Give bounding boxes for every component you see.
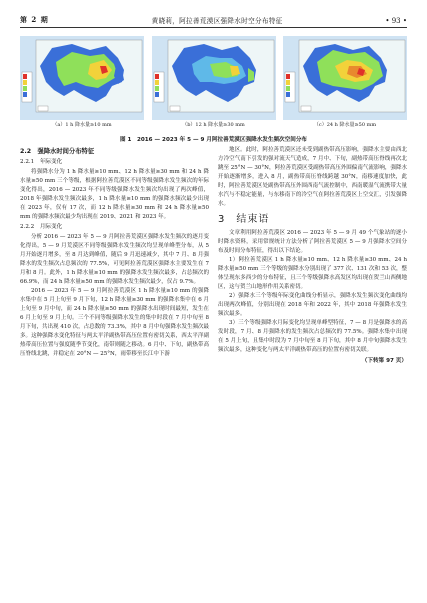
paragraph: 文章利用阿拉善荒漠区 2016 — 2023 年 5 — 9 月 49 个气象站的逐小时降水资料，采用常规统计方法分析了阿拉善荒漠区 5 — 9 月强降水空间分布及时间分布特征，得出以下结论。 <box>218 230 407 254</box>
figure-caption: 图 1 2016 — 2023 年 5 — 9 月阿拉善荒漠区强降水发生频次空间分布 <box>119 137 308 143</box>
figure-maps <box>20 36 407 132</box>
issue-number: 第 2 期 <box>20 15 49 24</box>
paragraph: 2016 — 2023 年 5 — 9 月阿拉善荒漠区 1 h 降水量≥10 mm 的强降水集中在 5 月上旬至 9 月下旬，12 h 降水量≥30 mm 的强降水集中在 6 月上旬至 9 月中旬，而 24 h 降水量≥50 mm 的强降水出现时间最短，发生在 6 月上旬至 9 月上旬。三个不同等级强降水发生的集中时段在 7 月中旬至 8 月下旬，共出现 410 次，占总数的 73.3%，其中 8 月中旬强降水发生频次最多。这种强降水变化特征与两太平洋副热带高压位置有密切关系，西太平洋副热带高压位置与强度随季节变化，南带则随之移动。6 月中、下旬，副热带高压脊线北跳，并稳定在 20°N — 25°N，雨带移至长江中下游 <box>20 288 209 357</box>
map-a-caption: （a）1 h 降水量≥10 mm <box>52 122 112 128</box>
paragraph: 地区。此时，阿拉善荒漠区还未受到副热带高压影响，强降水主要由西北方冷空气南下引发的强对流天气造成，7 月中、下旬，副热带高压脊线再次北跳至 25°N — 30°N，阿拉善荒漠区受副热带高压外围偏南气流影响，强降水开始逐渐增多，进入 8 月，副热带高压脊线跨越 30°N，南移速度加快，此时，阿拉善荒漠区处副热带高压外围西南气流控制中，西南暖湿气流携带大量水汽与不稳定能量，与东移南下的冷空气在阿拉善荒漠区上空交汇，引发强降水。 <box>218 147 407 207</box>
map-c-image <box>283 36 407 120</box>
paragraph: 1）阿拉善荒漠区 1 h 降水量≥10 mm、12 h 降水量≥30 mm、24 h 降水量≥50 mm 三个等级的强降水分别出现了 377 次、131 次和 53 次，整体呈现东多西少的分布特征，且三个等级强降水高发区均出现在贺兰山西侧地区，这与贺兰山地形作用关系密切。 <box>218 257 407 290</box>
paragraph: 将强降水分为 1 h 降水量≥10 mm、12 h 降水量≥30 mm 和 24 h 降水量≥50 mm 三个等级，根据阿拉善荒漠区不同等级强降水发生频次的年际变化得出，2016 — 2023 年不同等级强降水发生频次均出现了两次峰值，2018 年强降水发生频次最多，1 h 降水量≥10 mm 的强降水频次最少出现在 2023 年，仅有 17 次，而 12 h 降水量≥30 mm 和 24 h 降水量≥50 mm 的强降水频次最少均出现在 2019、2021 和 2023 年。 <box>20 169 209 220</box>
paragraph: 3）三个等级强降水月际变化均呈现单峰型特征，7 — 8 月是强降水的高发时段，7 月、8 月强降水的发生频次占总频次的 77.5%。强降水集中出现在 5 月上旬，且集中时段为 7 月中旬至 8 月下旬，其中 8 月中旬强降水发生频次最多，这种变化与两太平洋副热带高压的位置有密切关联。 <box>218 320 407 353</box>
map-b-image <box>152 36 276 120</box>
subsection-heading-2-2-2: 2.2.2 月际变化 <box>20 224 63 230</box>
page-header <box>20 14 407 28</box>
running-title: 黄晓莉，阿拉善荒漠区强降水时空分布特征 <box>151 17 283 25</box>
continued-note: （下转第 97 页） <box>361 358 407 364</box>
paragraph: 2）强降水三个等级年际变化曲线分析显示，强降水发生频次变化曲线均出现两次峰值，分别出现在 2018 年和 2022 年，其中 2018 年强降水发生频次最多。 <box>218 293 407 317</box>
map-b-caption: （b）12 h 降水量≥30 mm <box>182 122 245 128</box>
map-a-image <box>20 36 144 120</box>
page-number: • 93 • <box>385 17 407 25</box>
map-panel-a <box>20 36 144 132</box>
map-panel-c <box>283 36 407 132</box>
conclusion-heading: 3 结束语 <box>218 214 270 225</box>
paragraph: 分析 2016 — 2023 年 5 — 9 月阿拉善荒漠区强降水发生频次的逐月变化得出，5 — 9 月荒漠区不同等级强降水发生频次均呈现单峰型分布，从 5 月开始逐月增多，至 8 月达到峰值，随后 9 月迅速减少，其中 7 月、8 月强降水的发生频次占总频次的 77.5%，可见阿拉善荒漠区强降水主要发生在 7 月和 8 月。此外，1 h 降水量≥10 mm 的强降水发生频次最多，占总频次的 66.9%，而 24 h 降水量≥50 mm 的强降水发生频次最少，仅占 9.7%。 <box>20 234 209 285</box>
left-column <box>20 146 209 359</box>
right-column <box>218 146 407 366</box>
map-panel-b <box>152 36 276 132</box>
subsection-heading-2-2-1: 2.2.1 年际变化 <box>20 159 63 165</box>
map-c-caption: （c）24 h 降水量≥50 mm <box>313 122 377 128</box>
section-heading-2-2: 2.2 强降水时间分布特征 <box>20 148 95 155</box>
